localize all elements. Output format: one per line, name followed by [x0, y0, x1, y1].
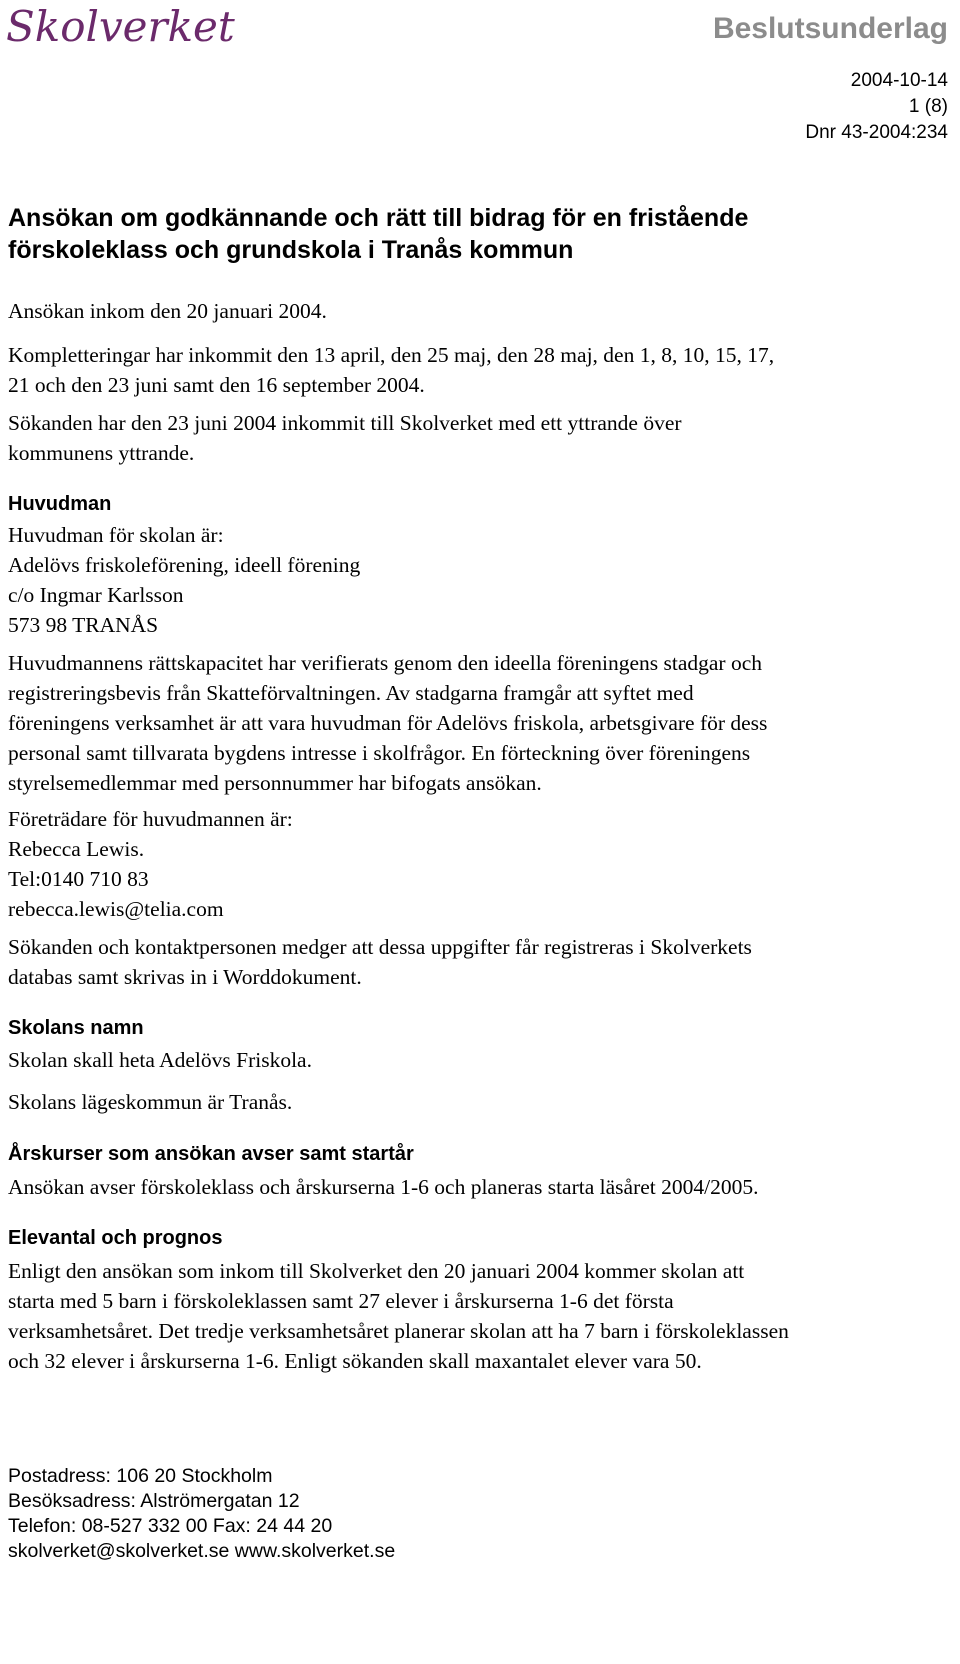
intro-statement: [8, 408, 938, 468]
text-line: starta med 5 barn i förskoleklassen samt 27 elever i årskurserna 1-6 det första: [8, 1289, 674, 1313]
postal-address: Postadress: 106 20 Stockholm: [8, 1465, 273, 1487]
heading-elevantal: Elevantal och prognos: [8, 1227, 223, 1249]
text-line: 573 98 TRANÅS: [8, 613, 159, 637]
intro-supplements: [8, 340, 938, 400]
text-line: Företrädare för huvudmannen är:: [8, 807, 293, 831]
email-website: skolverket@skolverket.se www.skolverket.se: [8, 1540, 396, 1562]
text-line: Huvudman för skolan är:: [8, 523, 224, 547]
text-line: Skolan skall heta Adelövs Friskola.: [8, 1048, 312, 1072]
huvudman-representative: [8, 804, 938, 924]
school-name: [8, 1045, 938, 1075]
intro-received: [8, 296, 938, 326]
text-line: Ansökan inkom den 20 januari 2004.: [8, 299, 327, 323]
text-line: Rebecca Lewis.: [8, 837, 145, 861]
title-line-1: Ansökan om godkännande och rätt till bidrag för en fristående: [8, 204, 749, 232]
text-line: Sökanden och kontaktpersonen medger att dessa uppgifter får registreras i Skolverkets: [8, 935, 752, 959]
text-line: och 32 elever i årskurserna 1-6. Enligt sökanden skall maxantalet elever vara 50.: [8, 1349, 702, 1373]
school-municipality: [8, 1087, 938, 1117]
text-line: Ansökan avser förskoleklass och årskurserna 1-6 och planeras starta läsåret 2004/2005.: [8, 1175, 759, 1199]
diary-number: Dnr 43-2004:234: [805, 122, 948, 143]
text-line: Kompletteringar har inkommit den 13 april, den 25 maj, den 28 maj, den 1, 8, 10, 15, 17,: [8, 343, 775, 367]
consent-paragraph: [8, 932, 938, 992]
title-line-2: förskoleklass och grundskola i Tranås kommun: [8, 236, 574, 264]
footer-contact: [8, 1464, 395, 1564]
text-line: c/o Ingmar Karlsson: [8, 583, 184, 607]
text-line: verksamhetsåret. Det tredje verksamhetsåret planerar skolan att ha 7 barn i förskoleklassen: [8, 1319, 789, 1343]
page-number: 1 (8): [908, 96, 948, 117]
document-date: 2004-10-14: [850, 70, 948, 91]
text-line: Enligt den ansökan som inkom till Skolverket den 20 januari 2004 kommer skolan att: [8, 1259, 745, 1283]
grades-paragraph: [8, 1172, 938, 1202]
text-line: kommunens yttrande.: [8, 441, 195, 465]
text-line: databas samt skrivas in i Worddokument.: [8, 965, 362, 989]
text-line: Skolans lägeskommun är Tranås.: [8, 1090, 293, 1114]
text-line: styrelsemedlemmar med personnummer har bifogats ansökan.: [8, 771, 542, 795]
heading-arskurser: Årskurser som ansökan avser samt startår: [8, 1143, 414, 1165]
text-line: Huvudmannens rättskapacitet har verifierats genom den ideella föreningens stadgar och: [8, 651, 763, 675]
document-title: [8, 202, 908, 266]
visiting-address: Besöksadress: Alströmergatan 12: [8, 1490, 300, 1512]
text-line: föreningens verksamhet är att vara huvudman för Adelövs friskola, arbetsgivare för dess: [8, 711, 768, 735]
huvudman-legal-capacity: [8, 648, 938, 798]
contact-email: rebecca.lewis@telia.com: [8, 897, 224, 921]
phone-fax: Telefon: 08-527 332 00 Fax: 24 44 20: [8, 1515, 333, 1537]
huvudman-address: [8, 520, 938, 640]
text-line: Sökanden har den 23 juni 2004 inkommit till Skolverket med ett yttrande över: [8, 411, 682, 435]
heading-huvudman: Huvudman: [8, 493, 112, 515]
text-line: Tel:0140 710 83: [8, 867, 149, 891]
text-line: personal samt tillvarata bygdens intresse i skolfrågor. En förteckning över föreningens: [8, 741, 751, 765]
text-line: Adelövs friskoleförening, ideell förening: [8, 553, 361, 577]
text-line: 21 och den 23 juni samt den 16 september 2004.: [8, 373, 425, 397]
skolverket-logo: Skolverket: [6, 2, 235, 51]
document-type: Beslutsunderlag: [712, 12, 948, 45]
document-meta: [805, 68, 948, 146]
heading-skolans-namn: Skolans namn: [8, 1017, 144, 1039]
text-line: registreringsbevis från Skatteförvaltningen. Av stadgarna framgår att syftet med: [8, 681, 694, 705]
student-forecast-paragraph: [8, 1256, 938, 1376]
